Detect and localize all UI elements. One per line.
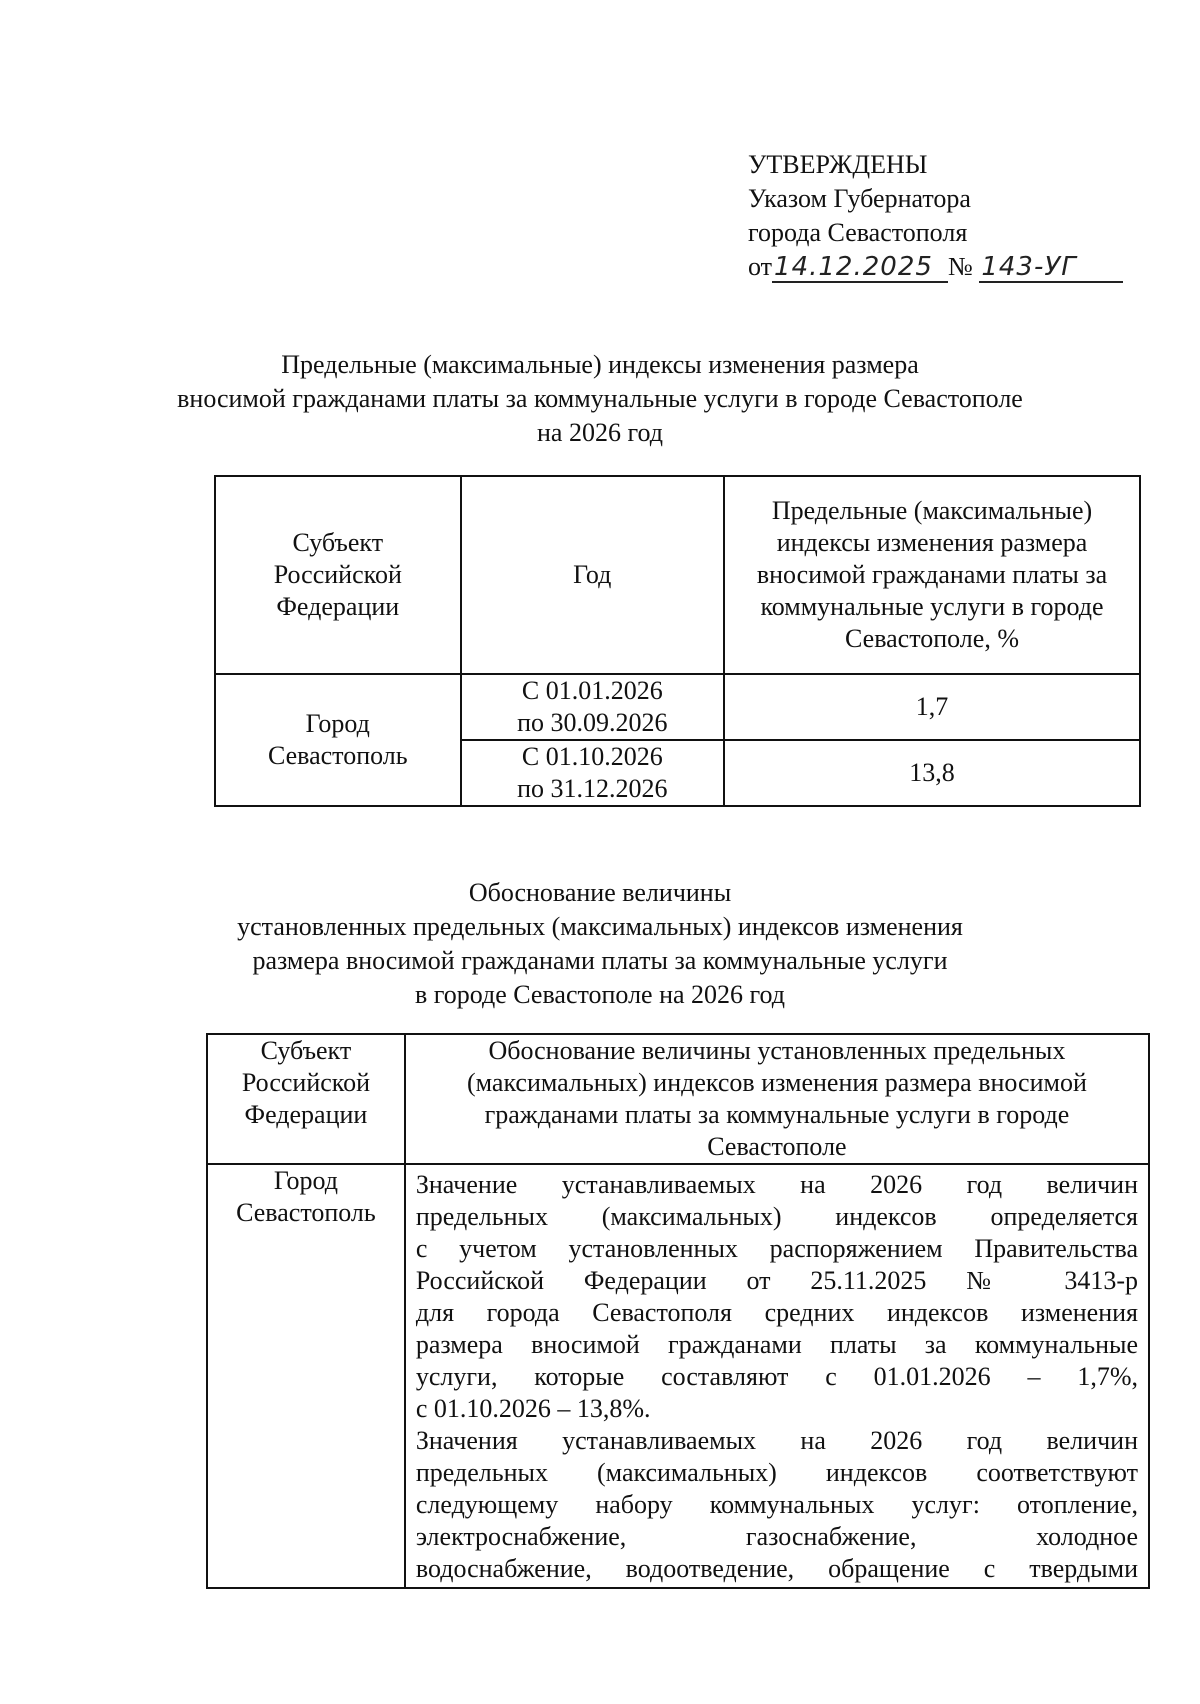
header-justification-line: Обоснование величины установленных предельных [488,1036,1066,1065]
index-value: 1,7 [724,674,1140,740]
subject-cell [207,1164,405,1588]
header-index-line: коммунальные услуги в городе [760,592,1104,621]
indices-table-header [215,476,1140,674]
approval-date-number-line [748,250,1123,284]
justification-text [405,1164,1149,1588]
approval-title: УТВЕРЖДЕНЫ [748,150,928,179]
paragraph1-line: для города Севастополя средних индексов изменения [415,1298,1138,1327]
heading2-line1: Обоснование величины [468,878,732,907]
header-subject-line: Федерации [244,1100,368,1129]
approval-decree-line: Указом Губернатора [748,184,971,213]
justification-table [206,1033,1150,1589]
header-subject-line: Российской [273,560,402,589]
paragraph1-line: с учетом установленных распоряжением Правительства [415,1234,1138,1263]
header-subject-line: Российской [241,1068,370,1097]
paragraph1-line: предельных (максимальных) индексов определяется [415,1202,1138,1231]
period-end: по 30.09.2026 [517,708,668,737]
heading2-line4: в городе Севастополе на 2026 год [414,980,786,1009]
approval-city-line: города Севастополя [748,218,968,247]
header-justification-line: (максимальных) индексов изменения размера вносимой [466,1068,1087,1097]
handwritten-date: 14.12.2025 [772,253,948,283]
period-cell [461,674,724,740]
header-justification [405,1034,1149,1164]
period-end: по 31.12.2026 [517,774,668,803]
subject-line: Город [273,1166,339,1195]
subject-line: Севастополь [267,741,408,770]
header-justification-line: Севастополе [707,1132,847,1161]
period-start: С 01.01.2026 [521,676,663,705]
paragraph1-line: Российской Федерации от 25.11.2025 № 3413-р [415,1266,1138,1295]
header-subject [207,1034,405,1164]
subject-cell [215,674,461,806]
number-label: № [948,252,973,281]
handwritten-number: 143-УГ [979,253,1123,283]
period-start: С 01.10.2026 [521,742,663,771]
subject-line: Город [305,709,370,738]
header-subject-line: Субъект [292,528,384,557]
header-subject-line: Федерации [276,592,400,621]
header-index-line: индексы изменения размера [776,528,1088,557]
header-index [724,476,1140,674]
paragraph1-line: с 01.10.2026 – 13,8%. [415,1394,651,1423]
header-year: Год [461,476,724,674]
period-cell [461,740,724,806]
header-index-line: Севастополе, % [845,624,1019,653]
from-label: от [748,252,773,281]
paragraph2-line: следующему набору коммунальных услуг: отопление, [415,1490,1138,1519]
header-index-line: Предельные (максимальные) [771,496,1093,525]
paragraph1-line: Значение устанавливаемых на 2026 год величин [415,1170,1138,1199]
paragraph2-line: предельных (максимальных) индексов соответствуют [415,1458,1138,1487]
paragraph2-line: водоснабжение, водоотведение, обращение с твердыми [415,1554,1138,1583]
heading2-line2: установленных предельных (максимальных) индексов изменения [237,912,963,941]
approval-block [748,148,1123,284]
index-value: 13,8 [724,740,1140,806]
paragraph1-line: размера вносимой гражданами платы за коммунальные [415,1330,1138,1359]
paragraph2-line: Значения устанавливаемых на 2026 год величин [415,1426,1138,1455]
table-row [207,1164,1149,1588]
heading2-line3: размера вносимой гражданами платы за коммунальные услуги [252,946,948,975]
heading1-line1: Предельные (максимальные) индексы изменения размера [281,350,919,379]
table2-heading [0,876,1200,1012]
paragraph2-line: электроснабжение, газоснабжение, холодное [415,1522,1138,1551]
paragraph1-line: услуги, которые составляют с 01.01.2026 – 1,7%, [415,1362,1138,1391]
header-subject-line: Субъект [260,1036,352,1065]
table1-heading [0,348,1200,450]
table-row [215,674,1140,740]
subject-line: Севастополь [236,1198,376,1227]
heading1-line2: вносимой гражданами платы за коммунальные услуги в городе Севастополе [177,384,1023,413]
indices-table [214,475,1141,807]
header-index-line: вносимой гражданами платы за [756,560,1108,589]
justification-table-header [207,1034,1149,1164]
header-justification-line: гражданами платы за коммунальные услуги в городе [484,1100,1070,1129]
heading1-line3: на 2026 год [537,418,663,447]
header-subject [215,476,461,674]
